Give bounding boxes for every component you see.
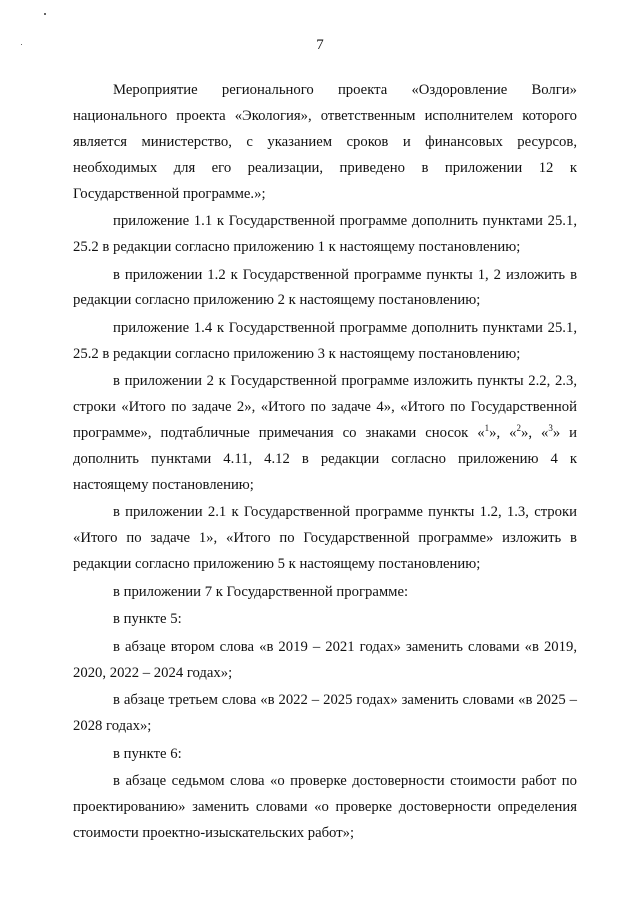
paragraph-text: » и дополнить пунктами 4.11, 4.12 в редакции согласно приложению 4 к настоящему постановлению;: [73, 425, 578, 493]
paragraph-text: в приложении 2 к Государственной программе изложить пункты 2.2, 2.3, строки «Итого по задаче 2», «Итого по задаче 4», «Итого по Государственной программе», подтабличные примечания со знаками сносок «: [73, 373, 577, 442]
paragraph: в приложении 7 к Государственной программе:: [113, 583, 409, 600]
paragraph: в пункте 6:: [113, 745, 182, 762]
paragraph: в абзаце третьем слова «в 2022 – 2025 годах» заменить словами «в 2025 – 2028 годах»;: [73, 692, 577, 735]
paragraph: Мероприятие регионального проекта «Оздоровление Волги» национального проекта «Экология», ответственным исполнителем которого является министерство, с указанием сроков и финансовых ресурсов, необходимых для его реализации, приведено в приложении 12 к Государственной программе.»;: [73, 82, 577, 202]
scan-speck: [44, 13, 46, 15]
paragraph: в приложении 1.2 к Государственной программе пункты 1, 2 изложить в редакции согласно приложению 2 к настоящему постановлению;: [73, 266, 577, 309]
paragraph: в абзаце втором слова «в 2019 – 2021 годах» заменить словами «в 2019, 2020, 2022 – 2024 годах»;: [73, 638, 577, 681]
paragraph: в абзаце седьмом слова «о проверке достоверности стоимости работ по проектированию» заменить словами «о проверке достоверности определения стоимости проектно-изыскательских работ»;: [73, 773, 577, 841]
footnote-mark: 2: [516, 423, 521, 434]
paragraph-text: », «: [489, 425, 517, 442]
footnote-mark: 3: [548, 423, 553, 434]
document-body: [73, 78, 577, 847]
page-number: 7: [316, 37, 324, 53]
paragraph: в приложении 2.1 к Государственной программе пункты 1.2, 1.3, строки «Итого по задаче 1», «Итого по Государственной программе» изложить в редакции согласно приложению 5 к настоящему постановлению;: [73, 504, 577, 573]
paragraph: в пункте 5:: [113, 611, 182, 628]
paragraph-text: », «: [520, 425, 549, 442]
paragraph: приложение 1.4 к Государственной программе дополнить пунктами 25.1, 25.2 в редакции согласно приложению 3 к настоящему постановлению;: [73, 319, 577, 362]
footnote-mark: 1: [484, 423, 490, 434]
paragraph: приложение 1.1 к Государственной программе дополнить пунктами 25.1, 25.2 в редакции согласно приложению 1 к настоящему постановлению;: [73, 213, 577, 256]
paragraph-with-footnote-marks: [73, 369, 577, 499]
